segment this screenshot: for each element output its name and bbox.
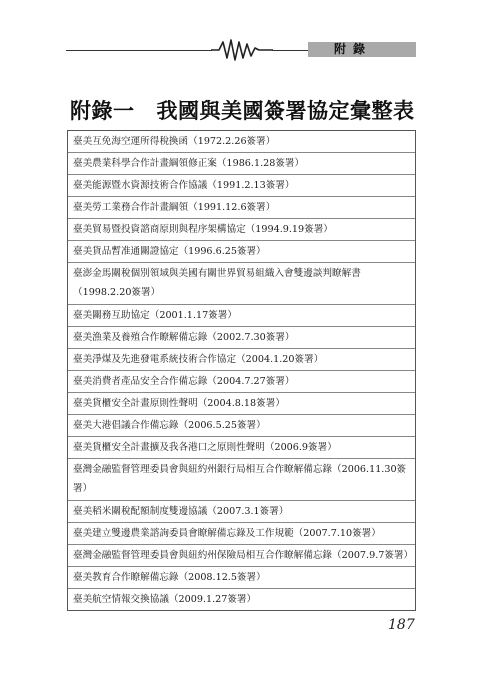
title-main: 我國與美國簽署協定彙整表 xyxy=(156,99,415,123)
page-number: 187 xyxy=(388,617,415,633)
table-row: 臺澎金馬關稅個別領域與美國有關世界貿易組織入會雙邊談判瞭解書（1998.2.20簽署） xyxy=(68,263,415,305)
agreements-table xyxy=(67,130,416,611)
table-row: 臺美淨煤及先進發電系統技術合作協定（2004.1.20簽署） xyxy=(68,349,415,371)
table-row: 臺灣金融監督管理委員會與紐約州銀行局相互合作瞭解備忘錄（2006.11.30簽署） xyxy=(68,459,415,501)
header-rule-mid xyxy=(272,50,308,51)
table-row: 臺美建立雙邊農業諮詢委員會瞭解備忘錄及工作規範（2007.7.10簽署） xyxy=(68,523,415,545)
heartbeat-zigzag-icon xyxy=(211,38,273,62)
table-row: 臺美漁業及養殖合作瞭解備忘錄（2002.7.30簽署） xyxy=(68,327,415,349)
table-row: 臺美能源暨水資源技術合作協議（1991.2.13簽署） xyxy=(68,175,415,197)
table-row: 臺美貨櫃安全計畫原則性聲明（2004.8.18簽署） xyxy=(68,393,415,415)
table-row: 臺美航空情報交換協議（2009.1.27簽署） xyxy=(73,594,257,605)
table-row: 臺美貨品暫准通關證協定（1996.6.25簽署） xyxy=(68,241,415,263)
table-row: 臺美勞工業務合作計畫綱領（1991.12.6簽署） xyxy=(68,197,415,219)
table-row: 臺美教育合作瞭解備忘錄（2008.12.5簽署） xyxy=(68,567,415,589)
page-title xyxy=(70,96,430,126)
table-row: 臺美農業科學合作計畫綱領修正案（1986.1.28簽署） xyxy=(68,153,415,175)
table-row: 臺美稻米關稅配額制度雙邊協議（2007.3.1簽署） xyxy=(68,501,415,523)
table-row: 臺美貨櫃安全計畫擴及我各港口之原則性聲明（2006.9簽署） xyxy=(68,437,415,459)
table-row: 臺美消費者產品安全合作備忘錄（2004.7.27簽署） xyxy=(68,371,415,393)
table-row: 臺灣金融監督管理委員會與紐約州保險局相互合作瞭解備忘錄（2007.9.7簽署） xyxy=(68,545,415,567)
section-tag: 附錄 xyxy=(308,42,416,57)
table-row: 臺美大港倡議合作備忘錄（2006.5.25簽署） xyxy=(68,415,415,437)
table-row: 臺美貿易暨投資諮商原則與程序架構協定（1994.9.19簽署） xyxy=(68,219,415,241)
title-prefix: 附錄一 xyxy=(70,99,135,123)
table-row: 臺美互免海空運所得稅換函（1972.2.26簽署） xyxy=(68,131,415,153)
header-rule-left xyxy=(66,50,212,51)
table-row: 臺美關務互助協定（2001.1.17簽署） xyxy=(68,305,415,327)
